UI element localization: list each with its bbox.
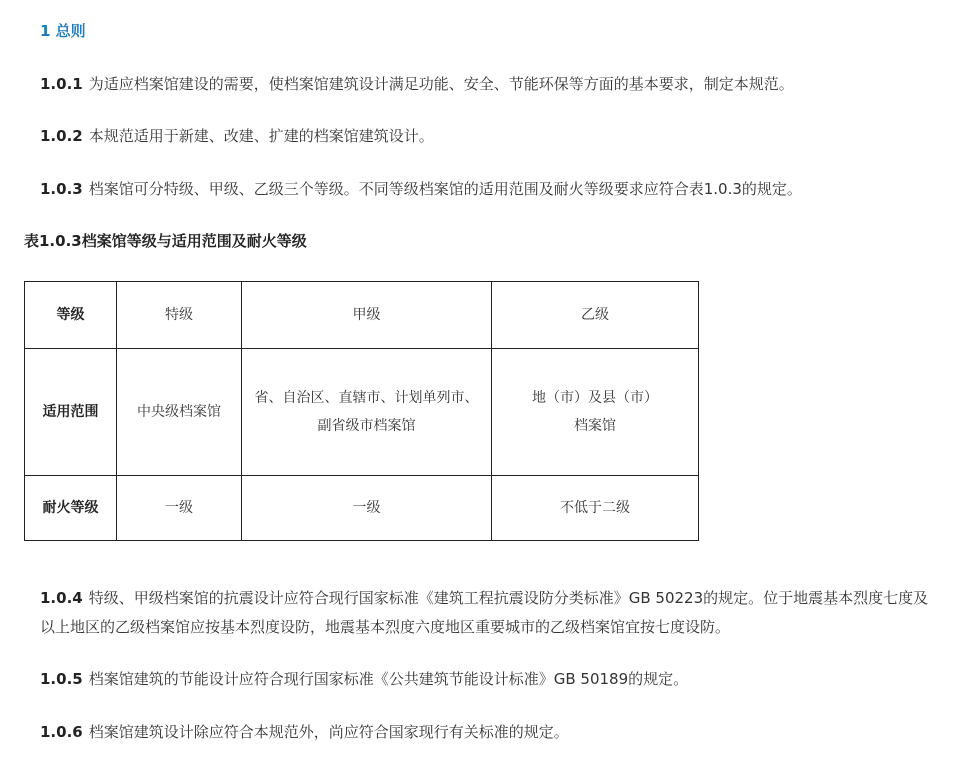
- table-cell: 不低于二级: [492, 476, 699, 541]
- clause-number: 1.0.3: [40, 180, 83, 198]
- row-header-grade: 等级: [25, 282, 117, 349]
- table-cell: 中央级档案馆: [117, 349, 242, 476]
- table-cell: 乙级: [492, 282, 699, 349]
- clause-number: 1.0.2: [40, 127, 83, 145]
- clause-1-0-5: [40, 665, 940, 694]
- clause-text: 特级、甲级档案馆的抗震设计应符合现行国家标准《建筑工程抗震设防分类标准》GB 50223的规定。位于地震基本烈度七度及以上地区的乙级档案馆应按基本烈度设防，地震基本烈度六度地区重要城市的乙级档案馆宜按七度设防。: [40, 589, 929, 636]
- grade-table: [24, 281, 699, 541]
- table-cell: 一级: [242, 476, 492, 541]
- table-cell: [242, 349, 492, 476]
- clause-1-0-3: [40, 175, 940, 204]
- row-header-scope: 适用范围: [25, 349, 117, 476]
- clause-text: 档案馆建筑的节能设计应符合现行国家标准《公共建筑节能设计标准》GB 50189的规定。: [88, 670, 689, 688]
- section-title: 1 总则: [40, 22, 86, 40]
- clause-number: 1.0.1: [40, 75, 83, 93]
- table-row: [25, 349, 699, 476]
- table-caption: 表1.0.3档案馆等级与适用范围及耐火等级: [24, 232, 307, 250]
- clause-text: 档案馆建筑设计除应符合本规范外，尚应符合国家现行有关标准的规定。: [88, 723, 569, 741]
- clause-1-0-1: [40, 70, 940, 99]
- clause-number: 1.0.5: [40, 670, 83, 688]
- table-row: [25, 282, 699, 349]
- clause-text: 档案馆可分特级、甲级、乙级三个等级。不同等级档案馆的适用范围及耐火等级要求应符合表1.0.3的规定。: [88, 180, 802, 198]
- clause-1-0-4: [40, 584, 932, 642]
- table-cell: 一级: [117, 476, 242, 541]
- cell-line: 副省级市档案馆: [317, 418, 416, 434]
- row-header-fire-rating: 耐火等级: [25, 476, 117, 541]
- cell-line: 档案馆: [574, 418, 616, 434]
- cell-line: 省、自治区、直辖市、计划单列市、: [254, 390, 479, 406]
- table-cell: [492, 349, 699, 476]
- table-row: [25, 476, 699, 541]
- table-cell: 特级: [117, 282, 242, 349]
- cell-line: 地（市）及县（市）: [532, 390, 658, 406]
- clause-text: 为适应档案馆建设的需要，使档案馆建筑设计满足功能、安全、节能环保等方面的基本要求，制定本规范。: [88, 75, 794, 93]
- clause-number: 1.0.4: [40, 589, 83, 607]
- clause-1-0-6: [40, 718, 940, 747]
- clause-number: 1.0.6: [40, 723, 83, 741]
- clause-text: 本规范适用于新建、改建、扩建的档案馆建筑设计。: [88, 127, 434, 145]
- clause-1-0-2: [40, 122, 940, 151]
- table-cell: 甲级: [242, 282, 492, 349]
